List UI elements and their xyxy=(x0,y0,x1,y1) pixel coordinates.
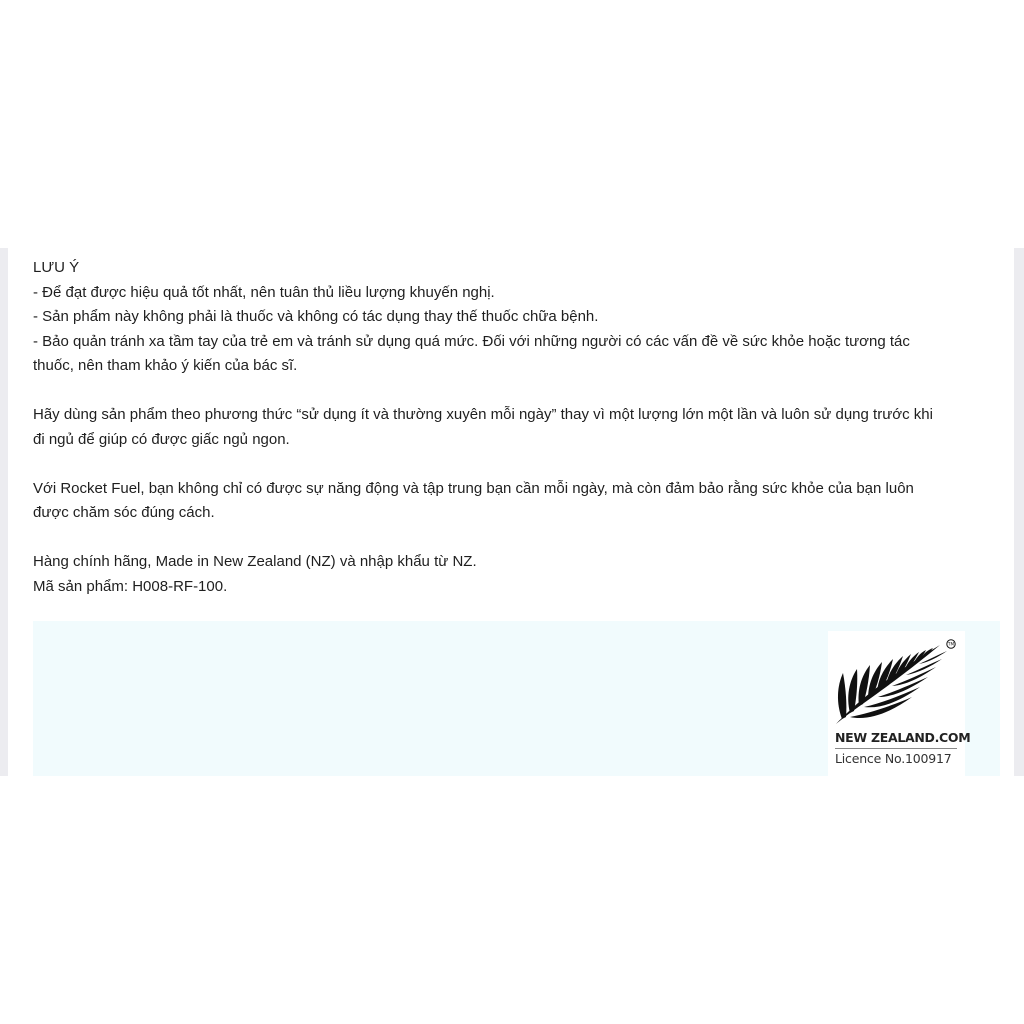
paragraph-spacer xyxy=(33,452,993,477)
panel-right-border xyxy=(1014,248,1024,776)
notice-bullet-storage-line-2: thuốc, nên tham khảo ý kiến của bác sĩ. xyxy=(33,357,298,374)
usage-line-2: đi ngủ để giúp có được giấc ngủ ngon. xyxy=(33,430,290,448)
notice-bullet-dosage: - Để đạt được hiệu quả tốt nhất, nên tuân thủ liều lượng khuyến nghị. xyxy=(33,283,495,301)
new-zealand-licence-logo xyxy=(828,631,971,776)
nz-licence-number: Licence No.100917 xyxy=(835,751,952,766)
nz-site-name: NEW ZEALAND.COM xyxy=(835,730,971,745)
trademark-symbol: TM xyxy=(947,641,955,647)
notice-heading: LƯU Ý xyxy=(33,259,80,276)
logo-divider xyxy=(835,748,957,749)
product-description xyxy=(33,256,993,599)
benefit-line-2: được chăm sóc đúng cách. xyxy=(33,504,215,521)
origin-statement: Hàng chính hãng, Made in New Zealand (NZ) và nhập khẩu từ NZ. xyxy=(33,553,477,570)
usage-line-1: Hãy dùng sản phẩm theo phương thức “sử dụng ít và thường xuyên mỗi ngày” thay vì một lượng lớn một lần và luôn sử dụng trước khi xyxy=(33,406,933,423)
product-code: Mã sản phẩm: H008-RF-100. xyxy=(33,577,228,595)
notice-bullet-not-medicine: - Sản phẩm này không phải là thuốc và không có tác dụng thay thế thuốc chữa bệnh. xyxy=(33,308,599,325)
paragraph-spacer xyxy=(33,526,993,551)
benefit-line-1: Với Rocket Fuel, bạn không chỉ có được sự năng động và tập trung bạn cần mỗi ngày, mà còn đảm bảo rằng sức khỏe của bạn luôn xyxy=(33,479,914,497)
notice-bullet-storage-line-1: - Bảo quản tránh xa tầm tay của trẻ em và tránh sử dụng quá mức. Đối với những người có các vấn đề về sức khỏe hoặc tương tác xyxy=(33,332,910,350)
panel-left-border xyxy=(0,248,8,776)
paragraph-spacer xyxy=(33,379,993,404)
silver-fern-icon xyxy=(828,631,965,731)
